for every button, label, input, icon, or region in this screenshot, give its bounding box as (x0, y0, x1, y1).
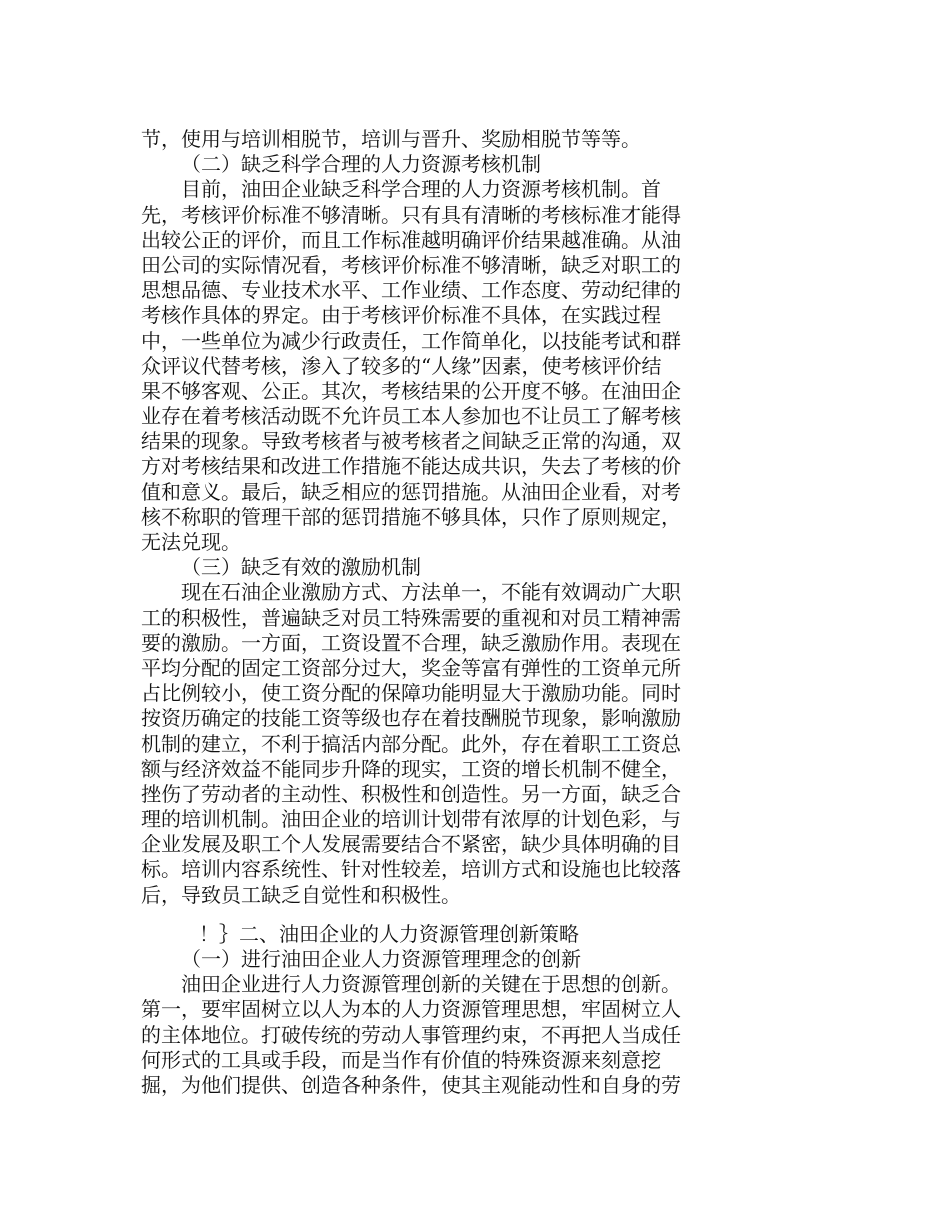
paragraph-line: 思想品德、专业技术水平、工作业绩、工作态度、劳动纪律的 (141, 278, 681, 303)
paragraph-line: 结果的现象。导致考核者与被考核者之间缺乏正常的沟通，双 (141, 429, 681, 454)
paragraph-line: 无法兑现。 (141, 530, 241, 554)
paragraph-line: 挫伤了劳动者的主动性、积极性和创造性。另一方面，缺乏合 (141, 781, 681, 806)
paragraph-line: 标。培训内容系统性、针对性较差，培训方式和设施也比较落 (141, 857, 681, 882)
paragraph-line: 后，导致员工缺乏自觉性和积极性。 (141, 882, 461, 907)
section-heading: （三）缺乏有效的激励机制 (181, 555, 421, 580)
paragraph-line: 何形式的工具或手段，而是当作有价值的特殊资源来刻意挖 (141, 1047, 661, 1072)
paragraph-line: 中，一些单位为减少行政责任，工作简单化，以技能考试和群 (141, 328, 681, 353)
paragraph-line: 按资历确定的技能工资等级也存在着技酬脱节现象，影响激励 (141, 706, 681, 731)
paragraph-line: 油田企业进行人力资源管理创新的关键在于思想的创新。 (181, 972, 681, 997)
paragraph-line: 节，使用与培训相脱节，培训与晋升、奖励相脱节等等。 (141, 127, 641, 151)
paragraph-line: 企业发展及职工个人发展需要结合不紧密，缺少具体明确的目 (141, 832, 681, 857)
paragraph-line: 众评议代替考核，渗入了较多的“人缘”因素，使考核评价结 (141, 353, 662, 378)
paragraph-line: 第一，要牢固树立以人为本的人力资源管理思想，牢固树立人 (141, 997, 681, 1022)
section-heading: ！｝二、油田企业的人力资源管理创新策略 (199, 921, 579, 946)
paragraph-line: 机制的建立，不利于搞活内部分配。此外，存在着职工工资总 (141, 731, 681, 756)
paragraph-line: 业存在着考核活动既不允许员工本人参加也不让员工了解考核 (141, 404, 681, 429)
paragraph-line: 掘，为他们提供、创造各种条件，使其主观能动性和自身的劳 (141, 1072, 681, 1097)
paragraph-line: 理的培训机制。油田企业的培训计划带有浓厚的计划色彩，与 (141, 807, 681, 832)
paragraph-line: 田公司的实际情况看，考核评价标准不够清晰，缺乏对职工的 (141, 252, 681, 277)
paragraph-line: 现在石油企业激励方式、方法单一，不能有效调动广大职 (181, 580, 681, 605)
paragraph-line: 考核作具体的界定。由于考核评价标准不具体，在实践过程 (141, 303, 661, 328)
paragraph-line: 要的激励。一方面，工资设置不合理，缺乏激励作用。表现在 (141, 630, 681, 655)
paragraph-line: 方对考核结果和改进工作措施不能达成共识，失去了考核的价 (141, 454, 681, 479)
paragraph-line: 核不称职的管理干部的惩罚措施不够具体，只作了原则规定， (141, 504, 681, 529)
section-heading: （一）进行油田企业人力资源管理理念的创新 (181, 947, 581, 971)
document-body (141, 127, 741, 1098)
paragraph-line: 占比例较小，使工资分配的保障功能明显大于激励功能。同时 (141, 681, 681, 706)
paragraph-line: 值和意义。最后，缺乏相应的惩罚措施。从油田企业看，对考 (141, 479, 681, 504)
paragraph-line: 的主体地位。打破传统的劳动人事管理约束，不再把人当成任 (141, 1022, 681, 1047)
paragraph-line: 先，考核评价标准不够清晰。只有具有清晰的考核标准才能得 (141, 202, 681, 227)
paragraph-line: 目前，油田企业缺乏科学合理的人力资源考核机制。首 (181, 177, 661, 202)
paragraph-line: 额与经济效益不能同步升降的现实，工资的增长机制不健全， (141, 756, 681, 781)
paragraph-line: 出较公正的评价，而且工作标准越明确评价结果越准确。从油 (141, 227, 681, 252)
paragraph-line: 果不够客观、公正。其次，考核结果的公开度不够。在油田企 (141, 378, 681, 403)
paragraph-line: 工的积极性，普遍缺乏对员工特殊需要的重视和对员工精神需 (141, 605, 681, 630)
section-heading: （二）缺乏科学合理的人力资源考核机制 (181, 152, 541, 177)
paragraph-line: 平均分配的固定工资部分过大，奖金等富有弹性的工资单元所 (141, 655, 681, 680)
